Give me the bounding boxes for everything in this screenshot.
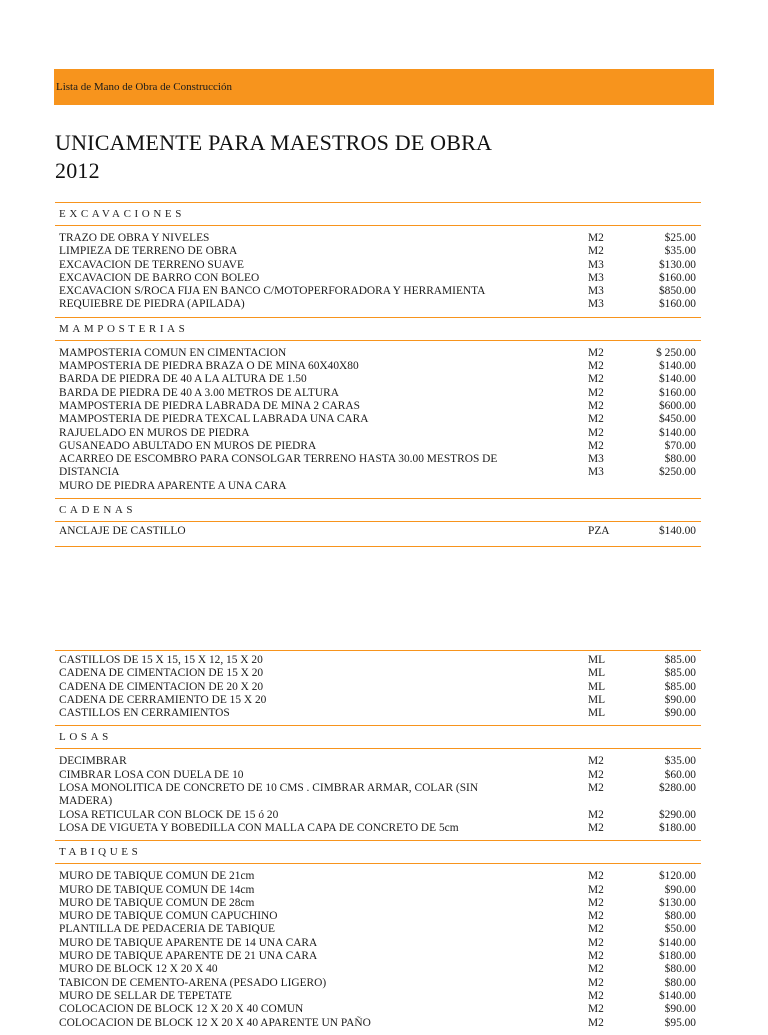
item-price: $60.00 [664,768,696,781]
table-row [55,667,701,680]
item-unit: M2 [588,346,604,359]
item-unit: M2 [588,896,604,909]
item-price: $90.00 [664,707,696,720]
item-unit: ML [588,693,606,706]
item-unit: M2 [588,883,604,896]
table-row [55,681,701,694]
item-unit: M2 [588,923,604,936]
table-row [55,272,701,285]
item-description: CADENA DE CERRAMIENTO DE 15 X 20 [59,693,267,706]
item-description: COLOCACION DE BLOCK 12 X 20 X 40 COMUN [59,1003,304,1016]
table-row [55,809,701,822]
item-price: $85.00 [664,654,696,666]
table-row [55,923,701,936]
item-description: EXCAVACION DE TERRENO SUAVE [59,258,244,271]
item-price: $80.00 [664,910,696,923]
item-unit: M2 [588,808,604,821]
item-description: MURO DE SELLAR DE TEPETATE [59,989,232,1002]
item-description: MURO DE TABIQUE COMUN DE 21cm [59,870,255,883]
item-description: RAJUELADO EN MUROS DE PIEDRA [59,426,250,439]
table-row [55,480,701,493]
section-title-excavaciones: EXCAVACIONES [59,208,185,220]
item-unit: M2 [588,755,604,768]
item-unit: M3 [588,258,604,271]
section-rows-mamposterias [55,341,701,498]
table-row [55,387,701,400]
item-unit: M3 [588,298,604,311]
item-unit: M2 [588,1016,604,1029]
item-price: $85.00 [664,680,696,693]
item-price: $180.00 [658,950,696,963]
item-description: MURO DE TABIQUE COMUN DE 28cm [59,896,255,909]
item-description: BARDA DE PIEDRA DE 40 A 3.00 METROS DE ALTURA [59,386,339,399]
item-price: $160.00 [658,298,696,311]
item-description: TRAZO DE OBRA Y NIVELES [59,232,210,244]
table-row [55,755,701,768]
item-description: MAMPOSTERIA DE PIEDRA TEXCAL LABRADA UNA CARA [59,413,369,426]
item-description: MURO DE TABIQUE APARENTE DE 14 UNA CARA [59,936,318,949]
table-row [55,347,701,360]
table-row [55,990,701,1003]
item-price: $130.00 [658,258,696,271]
item-price: $120.00 [658,870,696,883]
item-description: BARDA DE PIEDRA DE 40 A LA ALTURA DE 1.50 [59,373,307,386]
item-description: CIMBRAR LOSA CON DUELA DE 10 [59,768,244,781]
item-price: $160.00 [658,271,696,284]
item-description: MAMPOSTERIA COMUN EN CIMENTACION [59,346,287,359]
item-price: $140.00 [658,989,696,1002]
table-row [55,427,701,440]
table-row [55,870,701,883]
item-price: $80.00 [664,453,696,466]
header-banner [54,69,714,105]
item-description: MAMPOSTERIA DE PIEDRA LABRADA DE MINA 2 CARAS [59,399,360,412]
item-unit: M2 [588,963,604,976]
item-description: LOSA RETICULAR CON BLOCK DE 15 ó 20 [59,808,279,821]
page-title-line1: UNICAMENTE PARA MAESTROS DE OBRA [55,130,493,155]
item-description: ACARREO DE ESCOMBRO PARA CONSOLGAR TERRENO HASTA 30.00 MESTROS DE DISTANCIA [59,453,498,479]
price-table-upper [55,202,701,547]
section-title-cadenas: CADENAS [59,504,137,517]
item-unit: M2 [588,870,604,883]
item-price: $280.00 [658,782,696,795]
item-price: $ 250.00 [656,346,696,359]
item-description: MURO DE TABIQUE COMUN CAPUCHINO [59,910,278,923]
section-rows-castillos [55,651,701,725]
section-rows-tabiques [55,864,701,1035]
item-unit: M3 [588,285,604,298]
item-description: DECIMBRAR [59,755,127,768]
table-row [55,884,701,897]
item-price: $35.00 [664,245,696,258]
table-row [55,782,701,809]
table-row [55,285,701,298]
section-rows-cadenas [55,522,701,546]
item-price: $160.00 [658,386,696,399]
table-row [55,245,701,258]
item-unit: M2 [588,232,604,244]
table-row [55,400,701,413]
item-description: MURO DE BLOCK 12 X 20 X 40 [59,963,218,976]
table-row [55,977,701,990]
item-price: $850.00 [658,285,696,298]
item-unit: M3 [588,466,604,479]
item-unit: M3 [588,453,604,466]
item-unit: M2 [588,950,604,963]
item-price: $90.00 [664,883,696,896]
section-title-mamposterias: MAMPOSTERIAS [59,322,189,335]
item-unit: M2 [588,386,604,399]
item-price: $90.00 [664,693,696,706]
banner-title: Lista de Mano de Obra de Construcción [56,81,232,93]
item-unit: M2 [588,976,604,989]
item-description: REQUIEBRE DE PIEDRA (APILADA) [59,298,245,311]
item-unit: M2 [588,989,604,1002]
item-description: CASTILLOS EN CERRAMIENTOS [59,707,230,720]
item-price: $140.00 [658,936,696,949]
section-rows-losas [55,749,701,840]
table-row [55,707,701,720]
table-row [55,373,701,386]
table-row [55,525,701,538]
item-unit: PZA [588,525,610,538]
item-unit: M2 [588,768,604,781]
item-description: MURO DE TABIQUE APARENTE DE 21 UNA CARA [59,950,318,963]
item-unit: M2 [588,426,604,439]
item-description: LOSA DE VIGUETA Y BOBEDILLA CON MALLA CAPA DE CONCRETO DE 5cm [59,821,459,834]
item-unit: M2 [588,413,604,426]
item-description: CADENA DE CIMENTACION DE 20 X 20 [59,680,264,693]
item-unit: ML [588,667,606,680]
item-price: $140.00 [658,426,696,439]
table-row [55,360,701,373]
item-price: $85.00 [664,667,696,680]
item-description: MAMPOSTERIA DE PIEDRA BRAZA O DE MINA 60X40X80 [59,360,359,373]
item-unit: M2 [588,782,604,795]
item-unit: M2 [588,910,604,923]
item-unit: M2 [588,399,604,412]
item-description: COLOCACION DE BLOCK 12 X 20 X 40 APARENTE UN PAÑO [59,1016,371,1029]
item-description: MURO DE TABIQUE COMUN DE 14cm [59,883,255,896]
table-row [55,910,701,923]
item-price: $140.00 [658,373,696,386]
item-price: $130.00 [658,896,696,909]
item-price: $50.00 [664,923,696,936]
item-price: $25.00 [664,232,696,244]
item-price: $250.00 [658,466,696,479]
item-description: EXCAVACION DE BARRO CON BOLEO [59,271,260,284]
table-row [55,413,701,426]
table-row [55,950,701,963]
table-row [55,259,701,272]
item-unit: M2 [588,821,604,834]
item-description: CASTILLOS DE 15 X 15, 15 X 12, 15 X 20 [59,654,263,666]
item-description: EXCAVACION S/ROCA FIJA EN BANCO C/MOTOPERFORADORA Y HERRAMIENTA [59,285,486,298]
item-price: $600.00 [658,399,696,412]
item-unit: M2 [588,439,604,452]
item-price: $35.00 [664,755,696,768]
price-table-lower [55,650,701,1035]
table-row [55,440,701,453]
item-price: $95.00 [664,1016,696,1029]
item-price: $140.00 [658,360,696,373]
item-price: $140.00 [658,525,696,538]
section-divider [55,546,701,547]
item-unit: M2 [588,936,604,949]
item-description: LOSA MONOLITICA DE CONCRETO DE 10 CMS . CIMBRAR ARMAR, COLAR (SIN MADERA) [59,782,479,808]
item-unit: M2 [588,360,604,373]
item-description: CADENA DE CIMENTACION DE 15 X 20 [59,667,264,680]
item-unit: M3 [588,271,604,284]
item-price: $70.00 [664,439,696,452]
item-description: TABICON DE CEMENTO-ARENA (PESADO LIGERO) [59,976,327,989]
item-unit: ML [588,680,606,693]
section-title-tabiques: TABIQUES [59,846,142,859]
item-price: $180.00 [658,821,696,834]
page-title [55,129,615,185]
table-row [55,822,701,835]
page-title-year: 2012 [55,158,100,183]
table-row [55,1003,701,1016]
table-row [55,453,701,480]
item-price: $90.00 [664,1003,696,1016]
item-description: LIMPIEZA DE TERRENO DE OBRA [59,245,238,258]
item-description: PLANTILLA DE PEDACERIA DE TABIQUE [59,923,275,936]
item-unit: ML [588,654,606,666]
item-description: MURO DE PIEDRA APARENTE A UNA CARA [59,479,287,492]
section-rows-excavaciones [55,226,701,317]
item-price: $80.00 [664,963,696,976]
table-row [55,897,701,910]
item-price: $450.00 [658,413,696,426]
item-price: $290.00 [658,808,696,821]
table-row [55,298,701,311]
table-row [55,654,701,667]
table-row [55,232,701,245]
item-unit: ML [588,707,606,720]
table-row [55,1017,701,1030]
table-row [55,963,701,976]
item-description: ANCLAJE DE CASTILLO [59,525,186,538]
item-unit: M2 [588,245,604,258]
item-description: GUSANEADO ABULTADO EN MUROS DE PIEDRA [59,439,317,452]
item-price: $80.00 [664,976,696,989]
item-unit: M2 [588,373,604,386]
table-row [55,937,701,950]
item-unit: M2 [588,1003,604,1016]
section-title-losas: LOSAS [59,731,112,744]
table-row [55,769,701,782]
table-row [55,694,701,707]
